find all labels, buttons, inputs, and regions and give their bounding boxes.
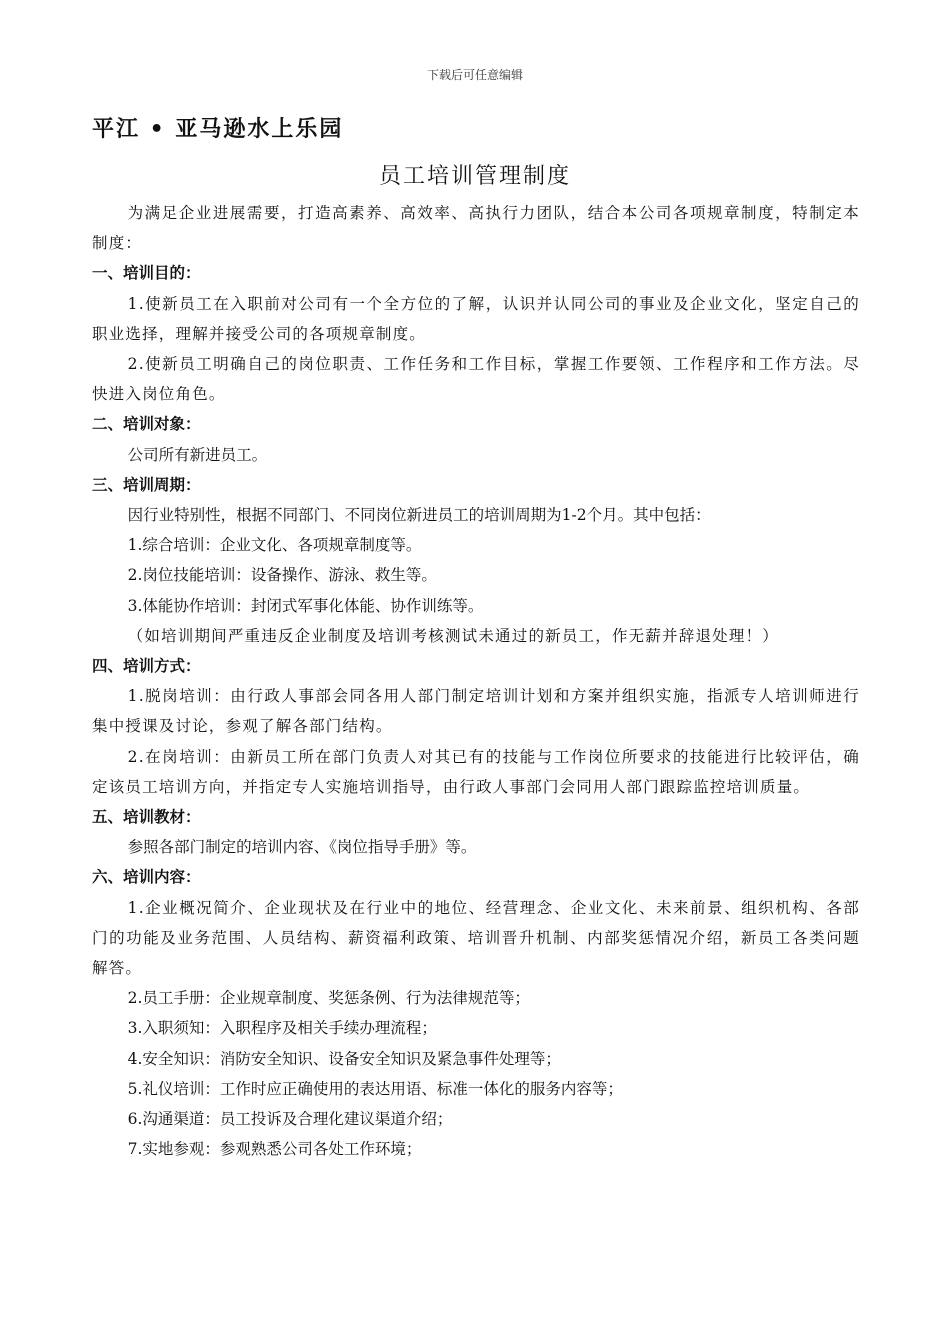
section-heading-method: 四、培训方式： xyxy=(92,657,201,676)
list-item: 因行业特别性，根据不同部门、不同岗位新进员工的培训周期为1-2个月。其中包括： xyxy=(127,506,711,525)
list-item: 7.实地参观：参观熟悉公司各处工作环境； xyxy=(127,1140,422,1159)
list-item: 5.礼仪培训：工作时应正确使用的表达用语、标准一体化的服务内容等； xyxy=(127,1079,623,1098)
list-item: 1.综合培训：企业文化、各项规章制度等。 xyxy=(127,536,422,555)
organization-title: 平江 • 亚马逊水上乐园 xyxy=(92,117,344,142)
list-item: 参照各部门制定的培训内容、《岗位指导手册》等。 xyxy=(127,838,477,857)
section-heading-purpose: 一、培训目的： xyxy=(92,264,201,283)
section-heading-audience: 二、培训对象： xyxy=(92,415,201,434)
list-item: （如培训期间严重违反企业制度及培训考核测试未通过的新员工，作无薪并辞退处理！） xyxy=(127,626,779,645)
list-item: 3.入职须知：入职程序及相关手续办理流程； xyxy=(127,1019,437,1038)
intro-paragraph: 为满足企业进展需要，打造高素养、高效率、高执行力团队，结合本公司各项规章制度，特制定本制度： xyxy=(92,204,860,253)
list-item: 公司所有新进员工。 xyxy=(127,445,268,464)
list-item: 6.沟通渠道：员工投诉及合理化建议渠道介绍； xyxy=(127,1110,453,1129)
list-item: 1.使新员工在入职前对公司有一个全方位的了解，认识并认同公司的事业及企业文化，坚定自己的职业选择，理解并接受公司的各项规章制度。 xyxy=(92,294,860,343)
list-item: 2.在岗培训：由新员工所在部门负责人对其已有的技能与工作岗位所要求的技能进行比较评估，确定该员工培训方向，并指定专人实施培训指导，由行政人事部门会同用人部门跟踪监控培训质量。 xyxy=(92,747,860,796)
document-title: 员工培训管理制度 xyxy=(378,164,571,189)
section-heading-period: 三、培训周期： xyxy=(92,475,201,494)
list-item: 1.脱岗培训：由行政人事部会同各用人部门制定培训计划和方案并组织实施，指派专人培训师进行集中授课及讨论，参观了解各部门结构。 xyxy=(92,687,860,736)
section-heading-content: 六、培训内容： xyxy=(92,868,201,887)
section-heading-materials: 五、培训教材： xyxy=(92,808,201,827)
list-item: 3.体能协作培训：封闭式军事化体能、协作训练等。 xyxy=(127,596,484,615)
list-item: 2.使新员工明确自己的岗位职责、工作任务和工作目标，掌握工作要领、工作程序和工作方法。尽快进入岗位角色。 xyxy=(92,355,860,404)
list-item: 1.企业概况简介、企业现状及在行业中的地位、经营理念、企业文化、未来前景、组织机构、各部门的功能及业务范围、人员结构、薪资福利政策、培训晋升机制、内部奖惩情况介绍，新员工各类问题解答。 xyxy=(92,898,860,978)
page-header-note: 下载后可任意编辑 xyxy=(426,68,523,82)
list-item: 2.员工手册：企业规章制度、奖惩条例、行为法律规范等； xyxy=(127,989,530,1008)
list-item: 2.岗位技能培训：设备操作、游泳、救生等。 xyxy=(127,566,437,585)
document-body xyxy=(92,198,860,1165)
list-item: 4.安全知识：消防安全知识、设备安全知识及紧急事件处理等； xyxy=(127,1049,561,1068)
